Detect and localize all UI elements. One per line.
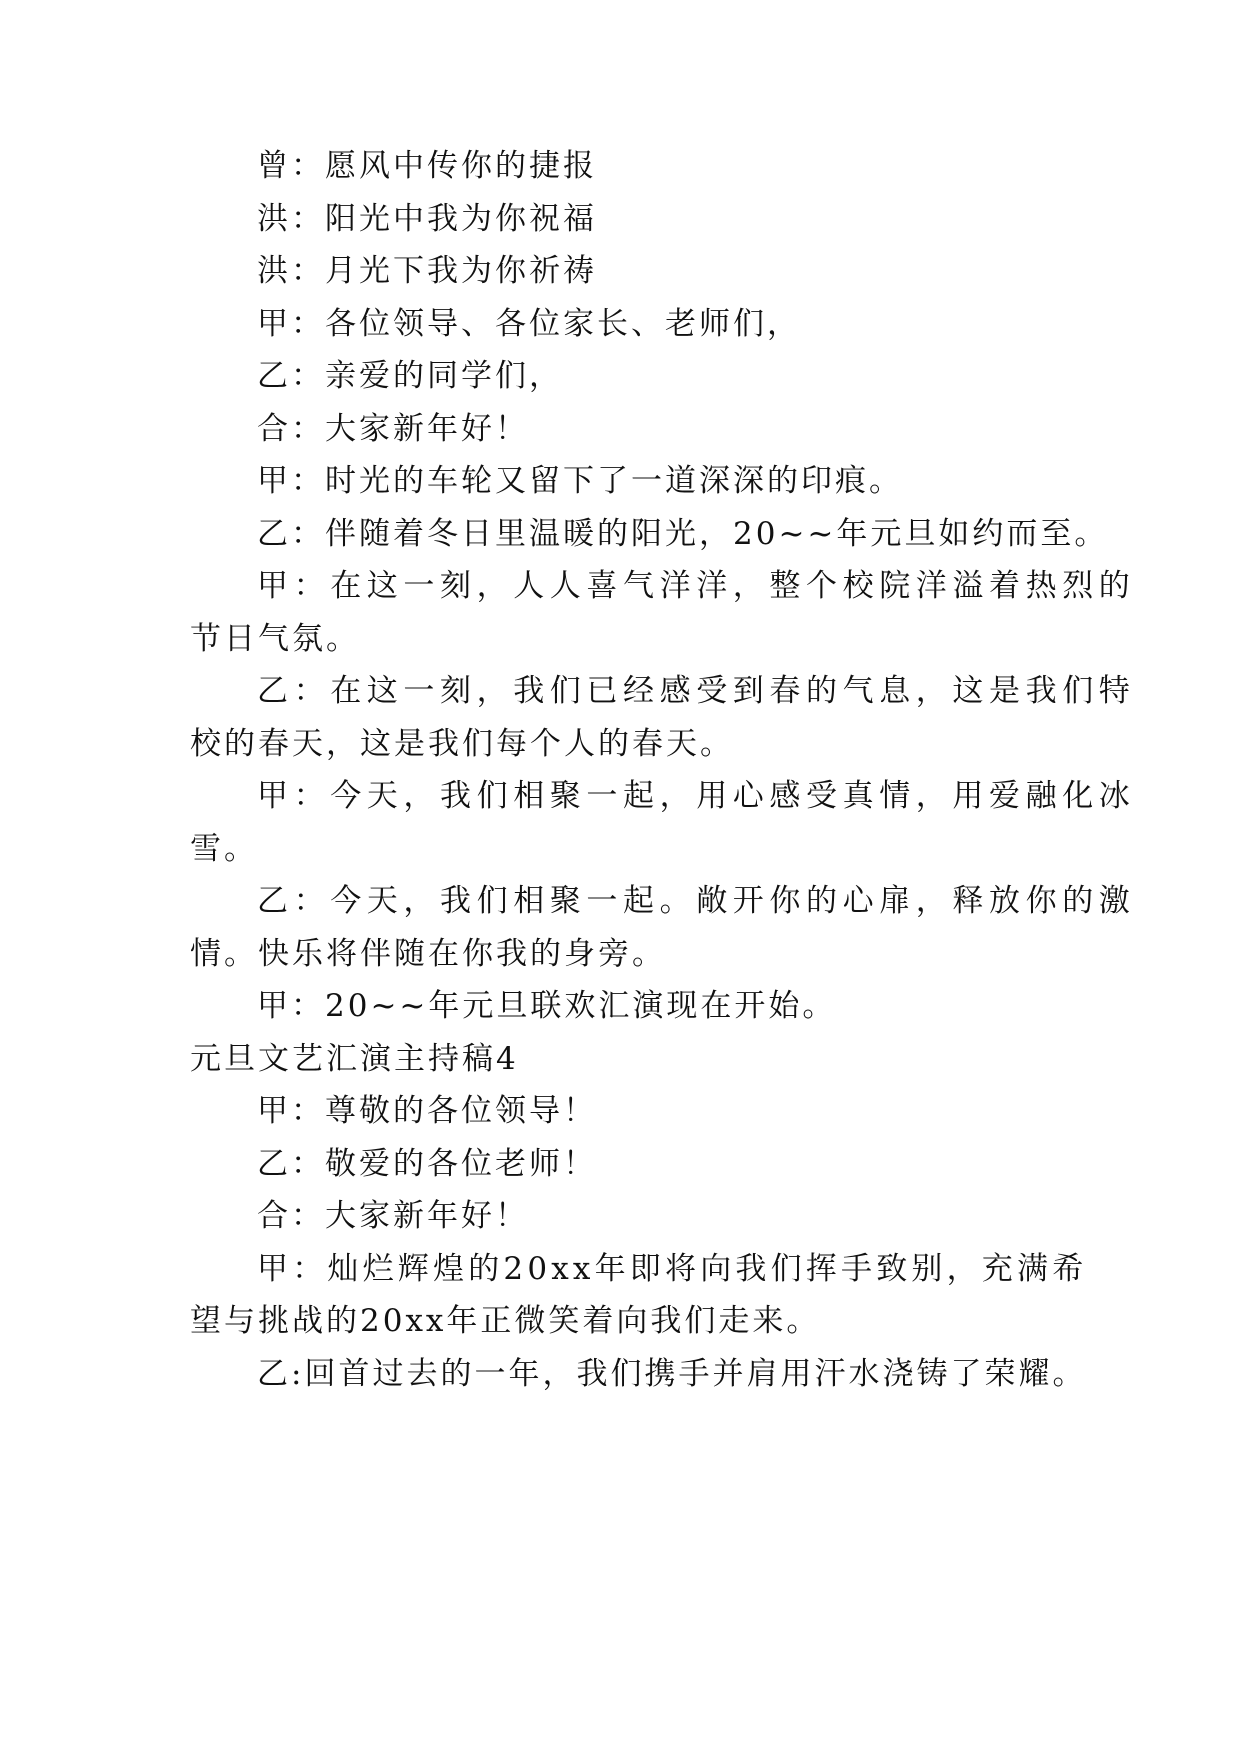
dialogue-line: 甲：20~~年元旦联欢汇演现在开始。 <box>257 988 837 1024</box>
section-heading: 元旦文艺汇演主持稿4 <box>190 1041 519 1077</box>
dialogue-line-continuation: 雪。 <box>190 831 258 867</box>
dialogue-line: 甲：灿烂辉煌的20xx年即将向我们挥手致别，充满希 <box>257 1251 1088 1287</box>
dialogue-line: 甲：时光的车轮又留下了一道深深的印痕。 <box>257 463 903 499</box>
dialogue-line-continuation: 节日气氛。 <box>190 621 360 657</box>
dialogue-line: 合：大家新年好！ <box>257 1198 529 1234</box>
dialogue-line: 甲：尊敬的各位领导！ <box>257 1093 597 1129</box>
dialogue-line: 甲：今天，我们相聚一起，用心感受真情，用爱融化冰 <box>257 778 1136 814</box>
dialogue-line-continuation: 望与挑战的20xx年正微笑着向我们走来。 <box>190 1303 821 1339</box>
dialogue-line: 乙：敬爱的各位老师！ <box>257 1146 597 1182</box>
dialogue-line-continuation: 情。快乐将伴随在你我的身旁。 <box>190 936 666 972</box>
dialogue-line: 乙：在这一刻，我们已经感受到春的气息，这是我们特 <box>257 673 1136 709</box>
dialogue-line: 甲：在这一刻，人人喜气洋洋，整个校院洋溢着热烈的 <box>257 568 1136 604</box>
dialogue-line: 曾：愿风中传你的捷报 <box>257 148 597 184</box>
dialogue-line: 乙：亲爱的同学们， <box>257 358 563 394</box>
dialogue-line: 乙：今天，我们相聚一起。敞开你的心扉，释放你的激 <box>257 883 1136 919</box>
dialogue-line: 乙：伴随着冬日里温暖的阳光，20~~年元旦如约而至。 <box>257 516 1109 552</box>
dialogue-line: 乙:回首过去的一年，我们携手并肩用汗水浇铸了荣耀。 <box>257 1356 1087 1392</box>
dialogue-line: 合：大家新年好！ <box>257 411 529 447</box>
dialogue-line-continuation: 校的春天，这是我们每个人的春天。 <box>190 726 734 762</box>
dialogue-line: 洪：月光下我为你祈祷 <box>257 253 597 289</box>
dialogue-line: 洪：阳光中我为你祝福 <box>257 201 597 237</box>
dialogue-line: 甲：各位领导、各位家长、老师们， <box>257 306 801 342</box>
